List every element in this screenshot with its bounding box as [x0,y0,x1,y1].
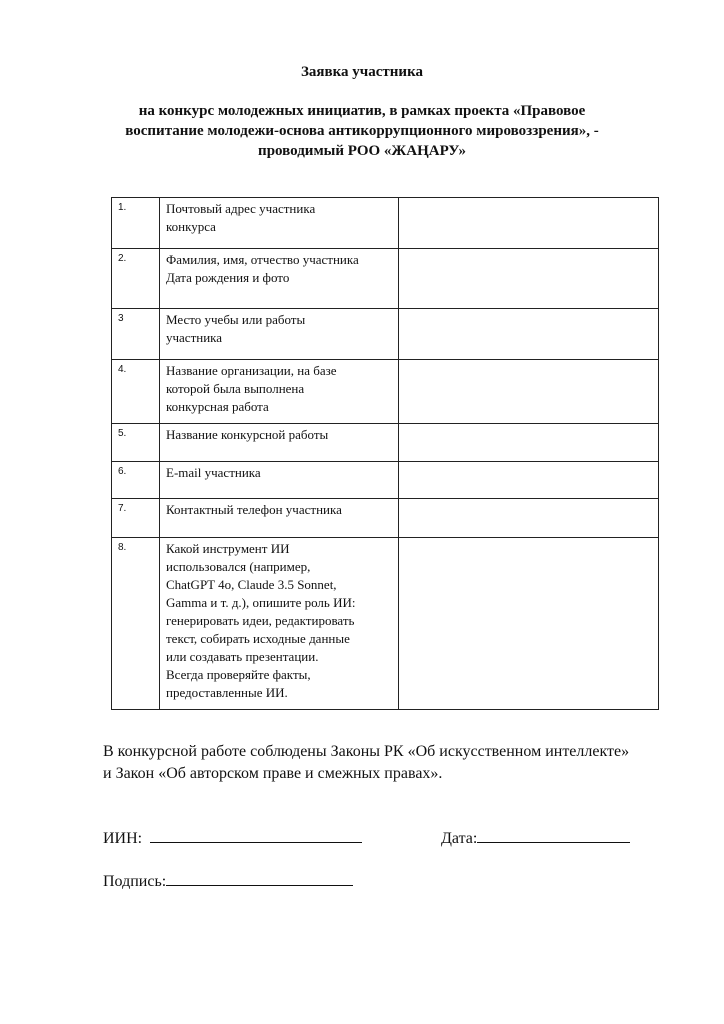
row-label [160,249,399,309]
application-table [111,197,659,710]
row-label [160,462,399,499]
table-row [112,360,659,424]
row-label-line: Дата рождения и фото [166,270,290,285]
row-number: 2. [112,249,160,309]
table-row [112,249,659,309]
study-work-place-field[interactable] [399,309,659,360]
row-label [160,360,399,424]
row-label-line: Какой инструмент ИИ [166,541,290,556]
date-input-line[interactable] [477,828,630,843]
row-label-line: Gamma и т. д.), опишите роль ИИ: [166,595,356,610]
row-label-line: которой была выполнена [166,381,305,396]
table-row [112,198,659,249]
row-label-line: Название конкурсной работы [166,427,329,442]
row-label [160,198,399,249]
statement-line-2: и Закон «Об авторском праве и смежных правах». [103,765,443,782]
iin-field-group [103,828,362,848]
form-title: Заявка участника [301,64,423,80]
organization-field[interactable] [399,360,659,424]
row-label-line: использовался (например, [166,559,311,574]
row-number: 3 [112,309,160,360]
row-number: 1. [112,198,160,249]
date-field-group [441,828,630,848]
compliance-statement [103,741,683,785]
row-label-line: конкурса [166,219,216,234]
phone-field[interactable] [399,499,659,538]
row-label [160,538,399,710]
signature-label: Подпись: [103,873,167,890]
row-label-line: Всегда проверяйте факты, [166,667,311,682]
row-number: 4. [112,360,160,424]
signature-field-group [103,871,353,891]
table-row [112,538,659,710]
row-label-line: Название организации, на базе [166,363,337,378]
row-label-line: или создавать презентации. [166,649,319,664]
email-field[interactable] [399,462,659,499]
form-subtitle [100,101,624,161]
row-number: 8. [112,538,160,710]
table-row [112,424,659,462]
row-label [160,499,399,538]
table-row [112,462,659,499]
row-label [160,424,399,462]
row-label-line: участника [166,330,223,345]
row-label-line: текст, собирать исходные данные [166,631,350,646]
date-label: Дата: [441,830,478,847]
postal-address-field[interactable] [399,198,659,249]
subtitle-line-1: на конкурс молодежных инициатив, в рамках проекта «Правовое [138,103,586,119]
row-label-line: генерировать идеи, редактировать [166,613,355,628]
row-label-line: E-mail участника [166,465,261,480]
full-name-field[interactable] [399,249,659,309]
signature-input-line[interactable] [166,871,353,886]
row-label-line: предоставленные ИИ. [166,685,288,700]
row-number: 5. [112,424,160,462]
row-label-line: Место учебы или работы [166,312,306,327]
table-row [112,309,659,360]
ai-tool-field[interactable] [399,538,659,710]
row-label [160,309,399,360]
row-number: 7. [112,499,160,538]
statement-line-1: В конкурсной работе соблюдены Законы РК «Об искусственном интеллекте» [103,743,630,760]
iin-label: ИИН: [103,830,143,847]
row-label-line: Фамилия, имя, отчество участника [166,252,359,267]
work-title-field[interactable] [399,424,659,462]
subtitle-line-3: проводимый РОО «ЖАҢАРУ» [258,143,466,159]
row-label-line: Почтовый адрес участника [166,201,316,216]
iin-input-line[interactable] [150,828,362,843]
row-label-line: ChatGPT 4o, Claude 3.5 Sonnet, [166,577,337,592]
row-label-line: конкурсная работа [166,399,269,414]
subtitle-line-2: воспитание молодежи-основа антикоррупционного мировоззрения», - [125,123,599,139]
row-number: 6. [112,462,160,499]
table-row [112,499,659,538]
row-label-line: Контактный телефон участника [166,502,342,517]
